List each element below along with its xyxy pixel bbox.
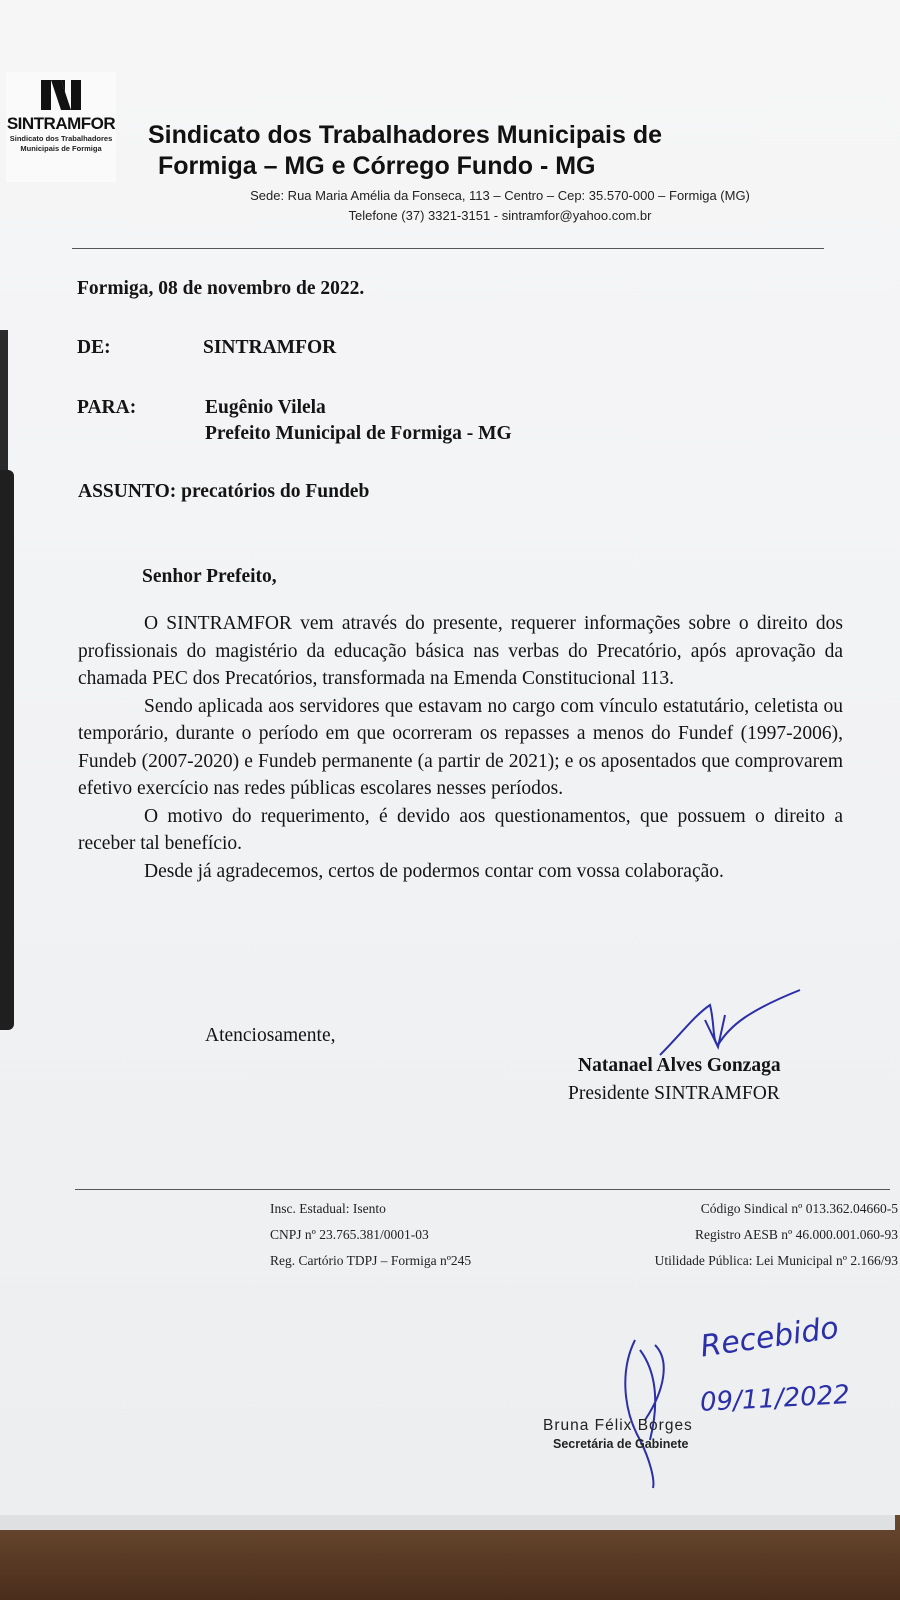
body-paragraph-2: Sendo aplicada aos servidores que estavam no cargo com vínculo estatutário, celetista ou temporário, durante o período em que ocorreram os repasses a menos do Fundef (1997-2006), Fundeb (2007-2020) e Fundeb permanente (a partir de 2021); e os aposentados que comprovarem efetivo exercício nas redes públicas escolares nesses períodos.	[78, 695, 843, 799]
body-paragraph-3: O motivo do requerimento, é devido aos questionamentos, que possuem o direito a receber tal benefício.	[78, 805, 843, 854]
logo-subtitle-1: Sindicato dos Trabalhadores	[9, 134, 113, 143]
received-handwritten: Recebido	[698, 1310, 841, 1365]
footer-left	[270, 1196, 471, 1274]
logo-subtitle-2: Municipais de Formiga	[20, 144, 102, 153]
organization-address: Sede: Rua Maria Amélia da Fonseca, 113 – Centro – Cep: 35.570-000 – Formiga (MG)	[250, 188, 750, 203]
to-title: Prefeito Municipal de Formiga - MG	[205, 423, 512, 444]
to-label: PARA:	[77, 397, 137, 418]
organization-title-line2: Formiga – MG e Córrego Fundo - MG	[158, 152, 596, 180]
organization-title-line1: Sindicato dos Trabalhadores Municipais de	[148, 121, 663, 149]
body-paragraph-4: Desde já agradecemos, certos de podermos contar com vossa colaboração.	[144, 860, 724, 882]
footer-cnpj: CNPJ nº 23.765.381/0001-03	[270, 1227, 429, 1242]
footer-registry: Reg. Cartório TDPJ – Formiga nº245	[270, 1253, 472, 1268]
footer-aesb: Registro AESB nº 46.000.001.060-93	[695, 1227, 898, 1242]
footer-right	[590, 1196, 898, 1274]
received-date-handwritten: 09/11/2022	[699, 1380, 851, 1418]
signer-role: Presidente SINTRAMFOR	[568, 1083, 780, 1104]
footer-divider	[75, 1189, 890, 1190]
union-logo	[6, 72, 116, 182]
to-name: Eugênio Vilela	[205, 397, 326, 418]
footer-public-utility: Utilidade Pública: Lei Municipal nº 2.166/93	[654, 1253, 898, 1268]
receipt-stamp-name: Bruna Félix Borges	[543, 1417, 693, 1434]
subject-value: precatórios do Fundeb	[181, 481, 370, 502]
footer-state-registration: Insc. Estadual: Isento	[270, 1201, 386, 1216]
closing: Atenciosamente,	[205, 1025, 336, 1046]
subject-line	[78, 481, 369, 503]
president-signature-icon	[600, 985, 810, 1065]
organization-contact: Telefone (37) 3321-3151 - sintramfor@yahoo.com.br	[348, 208, 652, 223]
dark-object-edge-top	[0, 330, 8, 470]
receipt-signature-icon	[615, 1330, 685, 1490]
signer-name: Natanael Alves Gonzaga	[578, 1055, 781, 1076]
subject-label: ASSUNTO:	[78, 481, 177, 502]
dark-object-edge	[0, 470, 14, 1030]
letter-date: Formiga, 08 de novembro de 2022.	[77, 278, 365, 299]
from-label: DE:	[77, 337, 111, 358]
body-paragraph-1: O SINTRAMFOR vem através do presente, requerer informações sobre o direito dos profissionais do magistério da educação básica nas verbas do Precatório, após aprovação da chamada PEC dos Precatórios, transformada na Emenda Constitucional 113.	[78, 613, 843, 689]
logo-name: SINTRAMFOR	[6, 114, 116, 133]
header-divider	[72, 248, 824, 249]
logo-mark-icon	[39, 78, 83, 112]
from-value: SINTRAMFOR	[203, 337, 337, 358]
footer-union-code: Código Sindical nº 013.362.04660-5	[700, 1201, 898, 1216]
organization-address-block	[200, 186, 800, 226]
receipt-stamp-role: Secretária de Gabinete	[553, 1437, 689, 1451]
letter-body	[78, 610, 843, 885]
organization-title	[148, 120, 662, 182]
salutation: Senhor Prefeito,	[142, 566, 277, 587]
